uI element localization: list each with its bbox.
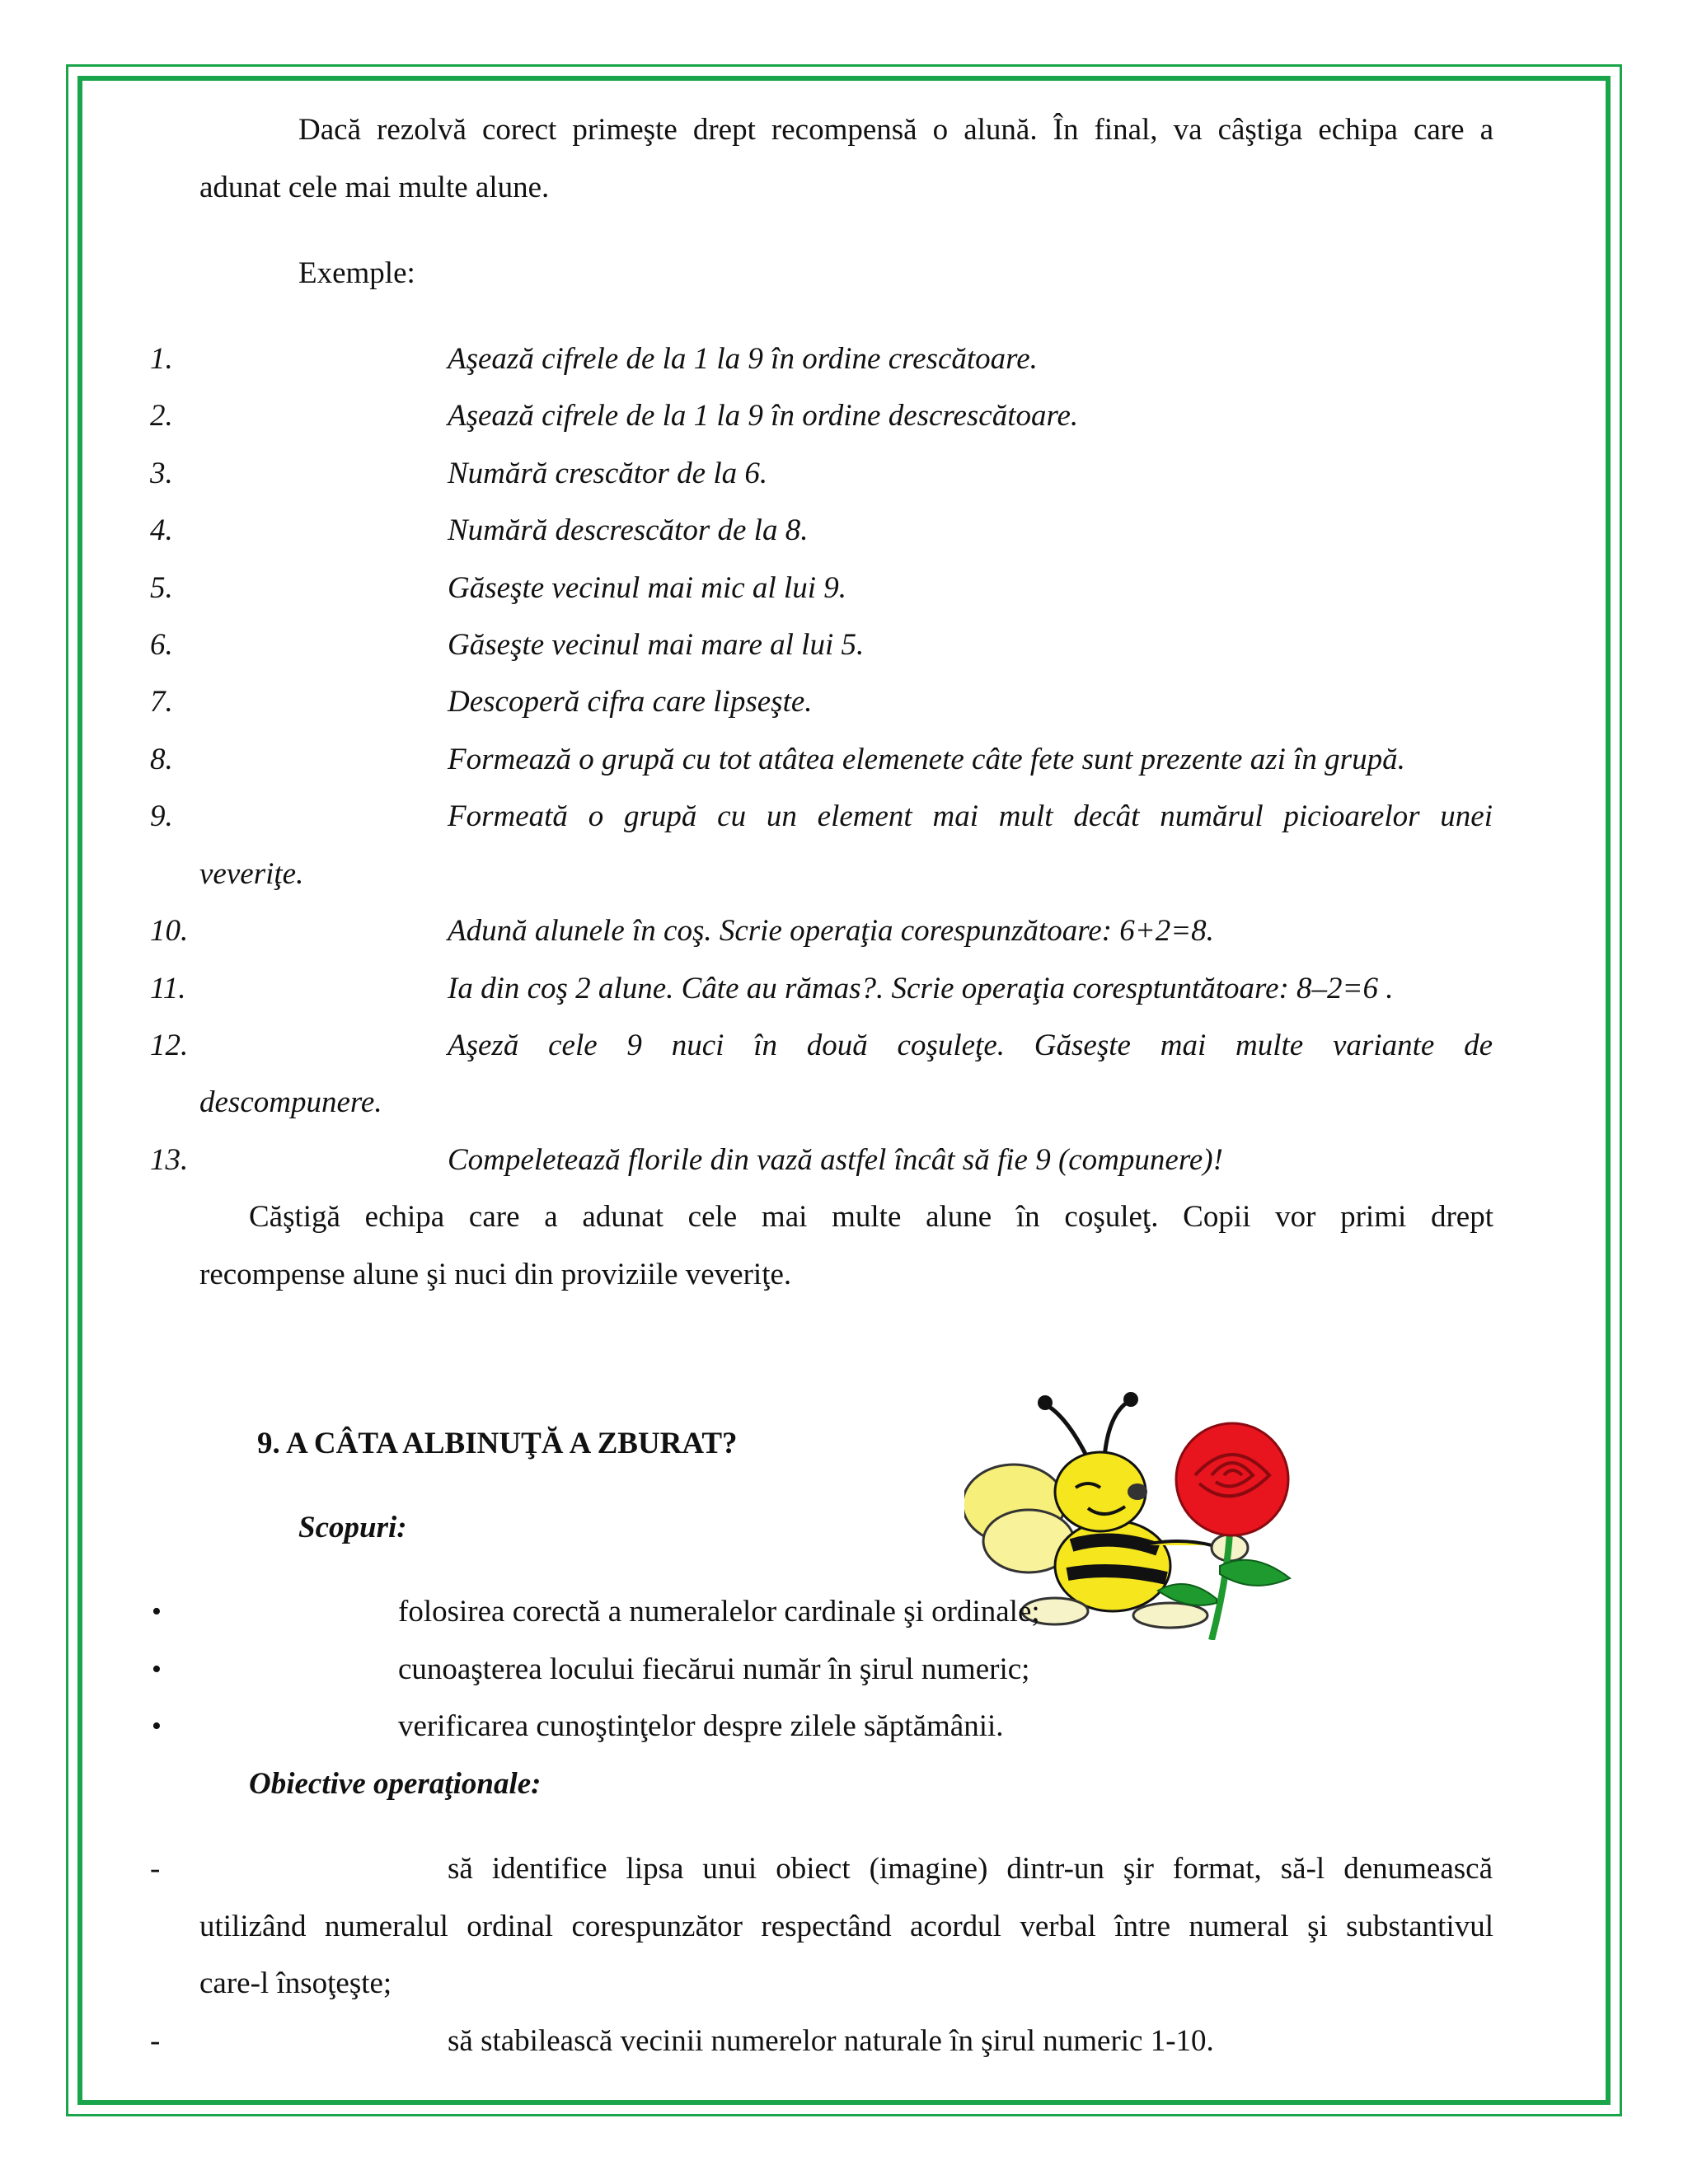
dash-marker: - <box>150 1852 161 1886</box>
list-item: Găseşte vecinul mai mare al lui 5. <box>448 628 865 662</box>
bullet-icon: • <box>152 1711 162 1741</box>
list-item: să identifice lipsa unui obiect (imagine) dintr-un şir format, să-l denumească <box>448 1852 1493 1886</box>
list-item-number: 2. <box>150 399 173 433</box>
section-title: 9. A CÂTA ALBINUŢĂ A ZBURAT? <box>257 1427 738 1460</box>
list-item-continuation: utilizând numeralul ordinal corespunzător respectând acordul verbal între numeral şi substantivul <box>199 1910 1493 1943</box>
list-item: folosirea corectă a numeralelor cardinale şi ordinale; <box>398 1595 1040 1629</box>
bullet-icon: • <box>152 1596 162 1627</box>
list-item: Numără crescător de la 6. <box>448 457 768 490</box>
list-item: Aşeză cele 9 nuci în două coşuleţe. Găseşte mai multe variante de <box>448 1029 1493 1062</box>
list-item: Aşează cifrele de la 1 la 9 în ordine descrescătoare. <box>448 399 1079 433</box>
list-item-number: 3. <box>150 457 173 490</box>
list-item: Aşează cifrele de la 1 la 9 în ordine crescătoare. <box>448 342 1038 376</box>
list-item-number: 6. <box>150 628 173 662</box>
examples-label: Exemple: <box>298 256 415 290</box>
list-item-number: 8. <box>150 743 173 776</box>
conclusion-line-2: recompense alune şi nuci din proviziile veveriţe. <box>199 1258 792 1291</box>
scopuri-label: Scopuri: <box>298 1511 407 1544</box>
list-item: Numără descrescător de la 8. <box>448 513 809 547</box>
conclusion-line-1: Căştigă echipa care a adunat cele mai multe alune în coşuleţ. Copii vor primi drept <box>249 1200 1493 1234</box>
list-item-number: 1. <box>150 342 173 376</box>
objectives-label: Obiective operaţionale: <box>249 1767 542 1801</box>
list-item: Formeată o grupă cu un element mai mult decât numărul picioarelor unei <box>448 799 1493 833</box>
list-item: verificarea cunoştinţelor despre zilele săptămânii. <box>398 1709 1004 1743</box>
list-item: Formează o grupă cu tot atâtea elemenete câte fete sunt prezente azi în grupă. <box>448 743 1405 776</box>
intro-line-2: adunat cele mai multe alune. <box>199 171 550 204</box>
list-item: Ia din coş 2 alune. Câte au rămas?. Scrie operaţia coresptuntătoare: 8–2=6 . <box>448 972 1394 1005</box>
list-item: Adună alunele în coş. Scrie operaţia corespunzătoare: 6+2=8. <box>448 914 1214 948</box>
list-item: Compeletează florile din vază astfel încât să fie 9 (compunere)! <box>448 1143 1223 1177</box>
list-item: să stabilească vecinii numerelor naturale în şirul numeric 1-10. <box>448 2024 1214 2058</box>
list-item-number: 7. <box>150 685 173 719</box>
list-item-number: 13. <box>150 1143 189 1177</box>
list-item-number: 5. <box>150 571 173 605</box>
intro-line-1: Dacă rezolvă corect primeşte drept recompensă o alună. În final, va câştiga echipa care a <box>298 113 1493 147</box>
dash-marker: - <box>150 2024 161 2058</box>
list-item: cunoaşterea locului fiecărui număr în şirul numeric; <box>398 1652 1030 1686</box>
list-item: Găseşte vecinul mai mic al lui 9. <box>448 571 846 605</box>
list-item-continuation: descompunere. <box>199 1085 382 1119</box>
list-item-number: 10. <box>150 914 189 948</box>
list-item-number: 9. <box>150 799 173 833</box>
list-item-continuation: veveriţe. <box>199 857 304 891</box>
list-item: Descoperă cifra care lipseşte. <box>448 685 813 719</box>
list-item-number: 11. <box>150 972 186 1005</box>
list-item-number: 4. <box>150 513 173 547</box>
list-item-number: 12. <box>150 1029 189 1062</box>
list-item-continuation: care-l însoţeşte; <box>199 1966 392 2000</box>
bullet-icon: • <box>152 1654 162 1685</box>
